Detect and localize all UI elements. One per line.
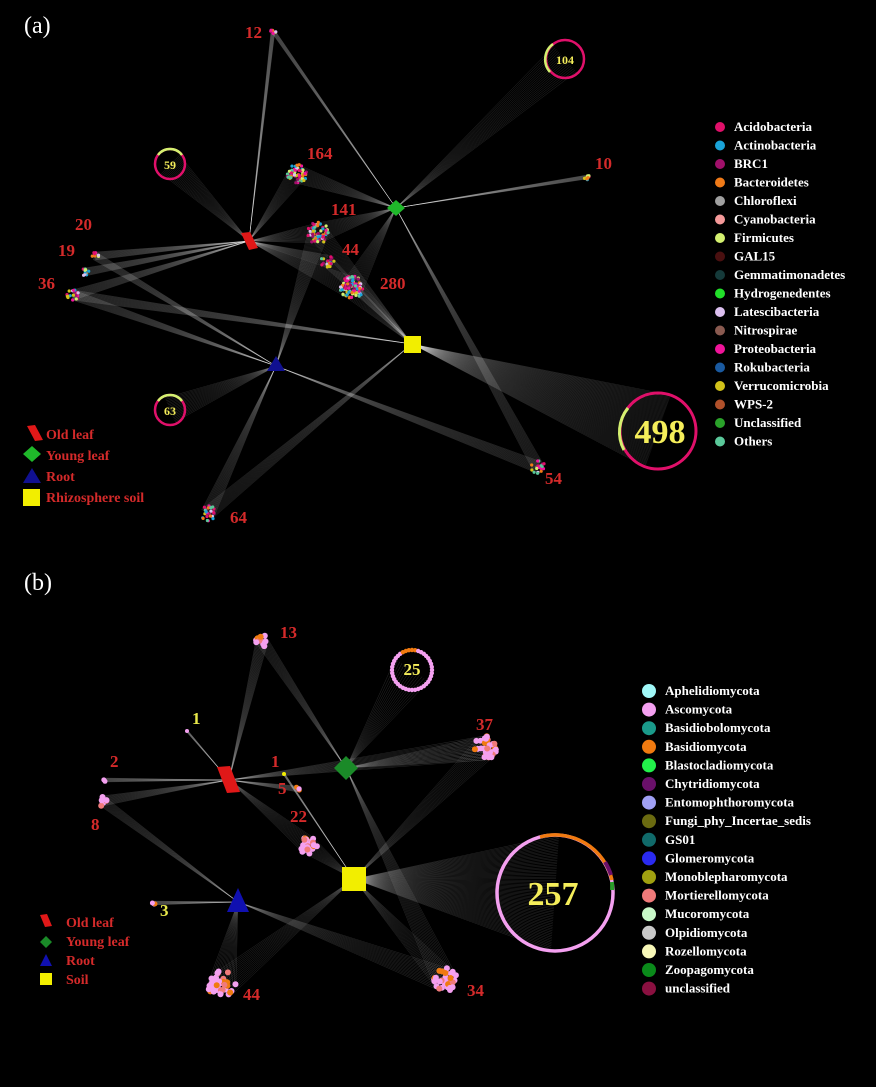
legend-swatch — [715, 344, 725, 354]
legend-item: Rozellomycota — [665, 943, 747, 959]
legend-item: Gemmatimonadetes — [734, 267, 846, 282]
panel-a-label-64: 64 — [230, 508, 247, 527]
legend-swatch — [715, 363, 725, 373]
module-cluster — [431, 965, 459, 993]
legend-swatch — [715, 326, 725, 336]
legend-item: Ascomycota — [665, 701, 733, 717]
legend-swatch — [642, 833, 656, 847]
panel-b-label-1b: 1 — [271, 752, 280, 771]
panel-a-legend-old-leaf: Old leaf — [46, 428, 94, 443]
panel-a-label: (a) — [24, 13, 51, 39]
legend-swatch — [642, 758, 656, 772]
legend-item: Proteobacteria — [734, 341, 817, 356]
panel-b-young-leaf-hub — [334, 756, 358, 780]
panel-a-label-44: 44 — [342, 240, 359, 259]
module-cluster — [583, 174, 591, 181]
panel-b-label: (b) — [24, 570, 52, 596]
panel-a-taxa-legend — [715, 119, 845, 449]
panel-a-edges — [71, 30, 670, 519]
legend-item: GS01 — [665, 831, 696, 847]
legend-item: Cyanobacteria — [734, 211, 816, 227]
panel-b-legend-young-leaf: Young leaf — [66, 935, 130, 950]
legend-item: Hydrogenedentes — [734, 285, 831, 301]
panel-a-label-280: 280 — [380, 274, 406, 293]
legend-swatch — [715, 178, 725, 188]
svg-text:498: 498 — [634, 414, 686, 451]
legend-swatch — [642, 982, 656, 996]
svg-text:257: 257 — [527, 876, 579, 913]
legend-item: Entomophthoromycota — [665, 794, 795, 810]
legend-item: Firmicutes — [734, 230, 794, 245]
legend-swatch — [715, 400, 725, 410]
panel-a-legend-soil: Rhizosphere soil — [46, 491, 145, 506]
panel-b-label-37: 37 — [476, 715, 493, 734]
panel-b-label-44: 44 — [243, 985, 260, 1004]
legend-swatch — [715, 122, 725, 132]
legend-swatch — [642, 684, 656, 698]
panel-a-label-19: 19 — [58, 241, 75, 260]
panel-b-label-34: 34 — [467, 981, 484, 1000]
legend-swatch — [642, 703, 656, 717]
legend-swatch — [715, 215, 725, 225]
legend-item: Others — [734, 433, 773, 449]
legend-item: GAL15 — [734, 248, 776, 264]
panel-b-module-25 — [390, 648, 434, 692]
svg-text:25: 25 — [403, 660, 421, 679]
legend-swatch — [715, 196, 725, 206]
legend-item: Fungi_phy_Incertae_sedis — [665, 813, 811, 829]
panel-a-module-104 — [545, 40, 584, 78]
legend-item: Basidiobolomycota — [665, 720, 771, 736]
panel-b-edges — [99, 638, 559, 996]
legend-item: Blastocladiomycota — [665, 757, 774, 773]
panel-a-label-10: 10 — [595, 154, 612, 173]
panel-a-soil-hub — [404, 336, 421, 353]
panel-b-node-legend — [40, 914, 130, 988]
old-leaf-legend-icon — [27, 425, 43, 441]
legend-swatch — [642, 851, 656, 865]
panel-b-label-8: 8 — [91, 815, 100, 834]
legend-item: Chytridiomycota — [665, 776, 760, 791]
panel-a-label-20: 20 — [75, 215, 92, 234]
legend-swatch — [715, 252, 725, 262]
legend-swatch — [715, 141, 725, 151]
panel-b-label-22: 22 — [290, 807, 307, 826]
svg-text:59: 59 — [164, 158, 176, 172]
legend-item: Unclassified — [734, 415, 802, 430]
legend-item: Latescibacteria — [734, 304, 820, 319]
legend-swatch — [715, 418, 725, 428]
panel-a-label-164: 164 — [307, 144, 333, 163]
panel-b-taxa-legend — [642, 683, 811, 996]
legend-item: Nitrospirae — [734, 322, 798, 338]
legend-swatch — [715, 307, 725, 317]
legend-item: WPS-2 — [734, 396, 773, 412]
panel-b-label-3: 3 — [160, 901, 169, 920]
root-legend-icon — [23, 468, 41, 483]
legend-swatch — [642, 796, 656, 810]
legend-swatch — [642, 963, 656, 977]
legend-item: BRC1 — [734, 156, 768, 171]
panel-b-soil-hub — [342, 867, 366, 891]
legend-item: Basidiomycota — [665, 738, 747, 754]
legend-item: Chloroflexi — [734, 193, 797, 208]
legend-item: Actinobacteria — [734, 137, 817, 153]
legend-item: Zoopagomycota — [665, 962, 754, 977]
legend-swatch — [642, 944, 656, 958]
svg-text:104: 104 — [556, 53, 574, 67]
panel-a-label-12: 12 — [245, 23, 262, 42]
legend-item: Glomeromycota — [665, 850, 755, 866]
panel-b-label-5: 5 — [278, 779, 287, 798]
legend-swatch — [642, 740, 656, 754]
root-legend-icon — [40, 954, 52, 966]
panel-a-legend-root: Root — [46, 470, 75, 485]
panel-b-legend-root: Root — [66, 954, 95, 969]
young-leaf-legend-icon — [40, 936, 52, 948]
panel-b-root-hub — [227, 888, 249, 912]
module-cluster — [201, 504, 216, 522]
legend-item: Olpidiomycota — [665, 924, 748, 940]
panel-b-legend-soil: Soil — [66, 973, 89, 988]
legend-swatch — [642, 870, 656, 884]
panel-a-module-59 — [155, 149, 185, 179]
legend-swatch — [642, 889, 656, 903]
panel-a-label-36: 36 — [38, 274, 55, 293]
legend-swatch — [715, 159, 725, 169]
panel-b-label-2: 2 — [110, 752, 119, 771]
panel-b-legend-old-leaf: Old leaf — [66, 916, 114, 931]
legend-swatch — [715, 381, 725, 391]
legend-item: Monoblepharomycota — [665, 869, 788, 884]
soil-legend-icon — [40, 973, 52, 985]
legend-item: Mucoromycota — [665, 906, 750, 922]
legend-swatch — [715, 233, 725, 243]
legend-item: Verrucomicrobia — [734, 378, 829, 393]
legend-swatch — [642, 721, 656, 735]
legend-swatch — [642, 926, 656, 940]
panel-a-label-141: 141 — [331, 200, 357, 219]
soil-legend-icon — [23, 489, 40, 506]
panel-b-label-13: 13 — [280, 623, 297, 642]
legend-swatch — [642, 814, 656, 828]
legend-item: Rokubacteria — [734, 359, 810, 375]
svg-text:63: 63 — [164, 404, 176, 418]
legend-swatch — [715, 289, 725, 299]
panel-b-label-1a: 1 — [192, 709, 201, 728]
legend-swatch — [715, 270, 725, 280]
panel-a-node-legend — [23, 425, 144, 506]
panel-a-label-54: 54 — [545, 469, 562, 488]
old-leaf-legend-icon — [40, 914, 52, 927]
panel-a-legend-young-leaf: Young leaf — [46, 449, 110, 464]
legend-item: unclassified — [665, 980, 731, 996]
legend-item: Bacteroidetes — [734, 174, 809, 190]
legend-swatch — [642, 777, 656, 791]
legend-item: Aphelidiomycota — [665, 683, 760, 698]
legend-item: Acidobacteria — [734, 119, 812, 134]
legend-swatch — [715, 437, 725, 447]
legend-swatch — [642, 907, 656, 921]
young-leaf-legend-icon — [23, 446, 41, 462]
legend-item: Mortierellomycota — [665, 887, 769, 903]
